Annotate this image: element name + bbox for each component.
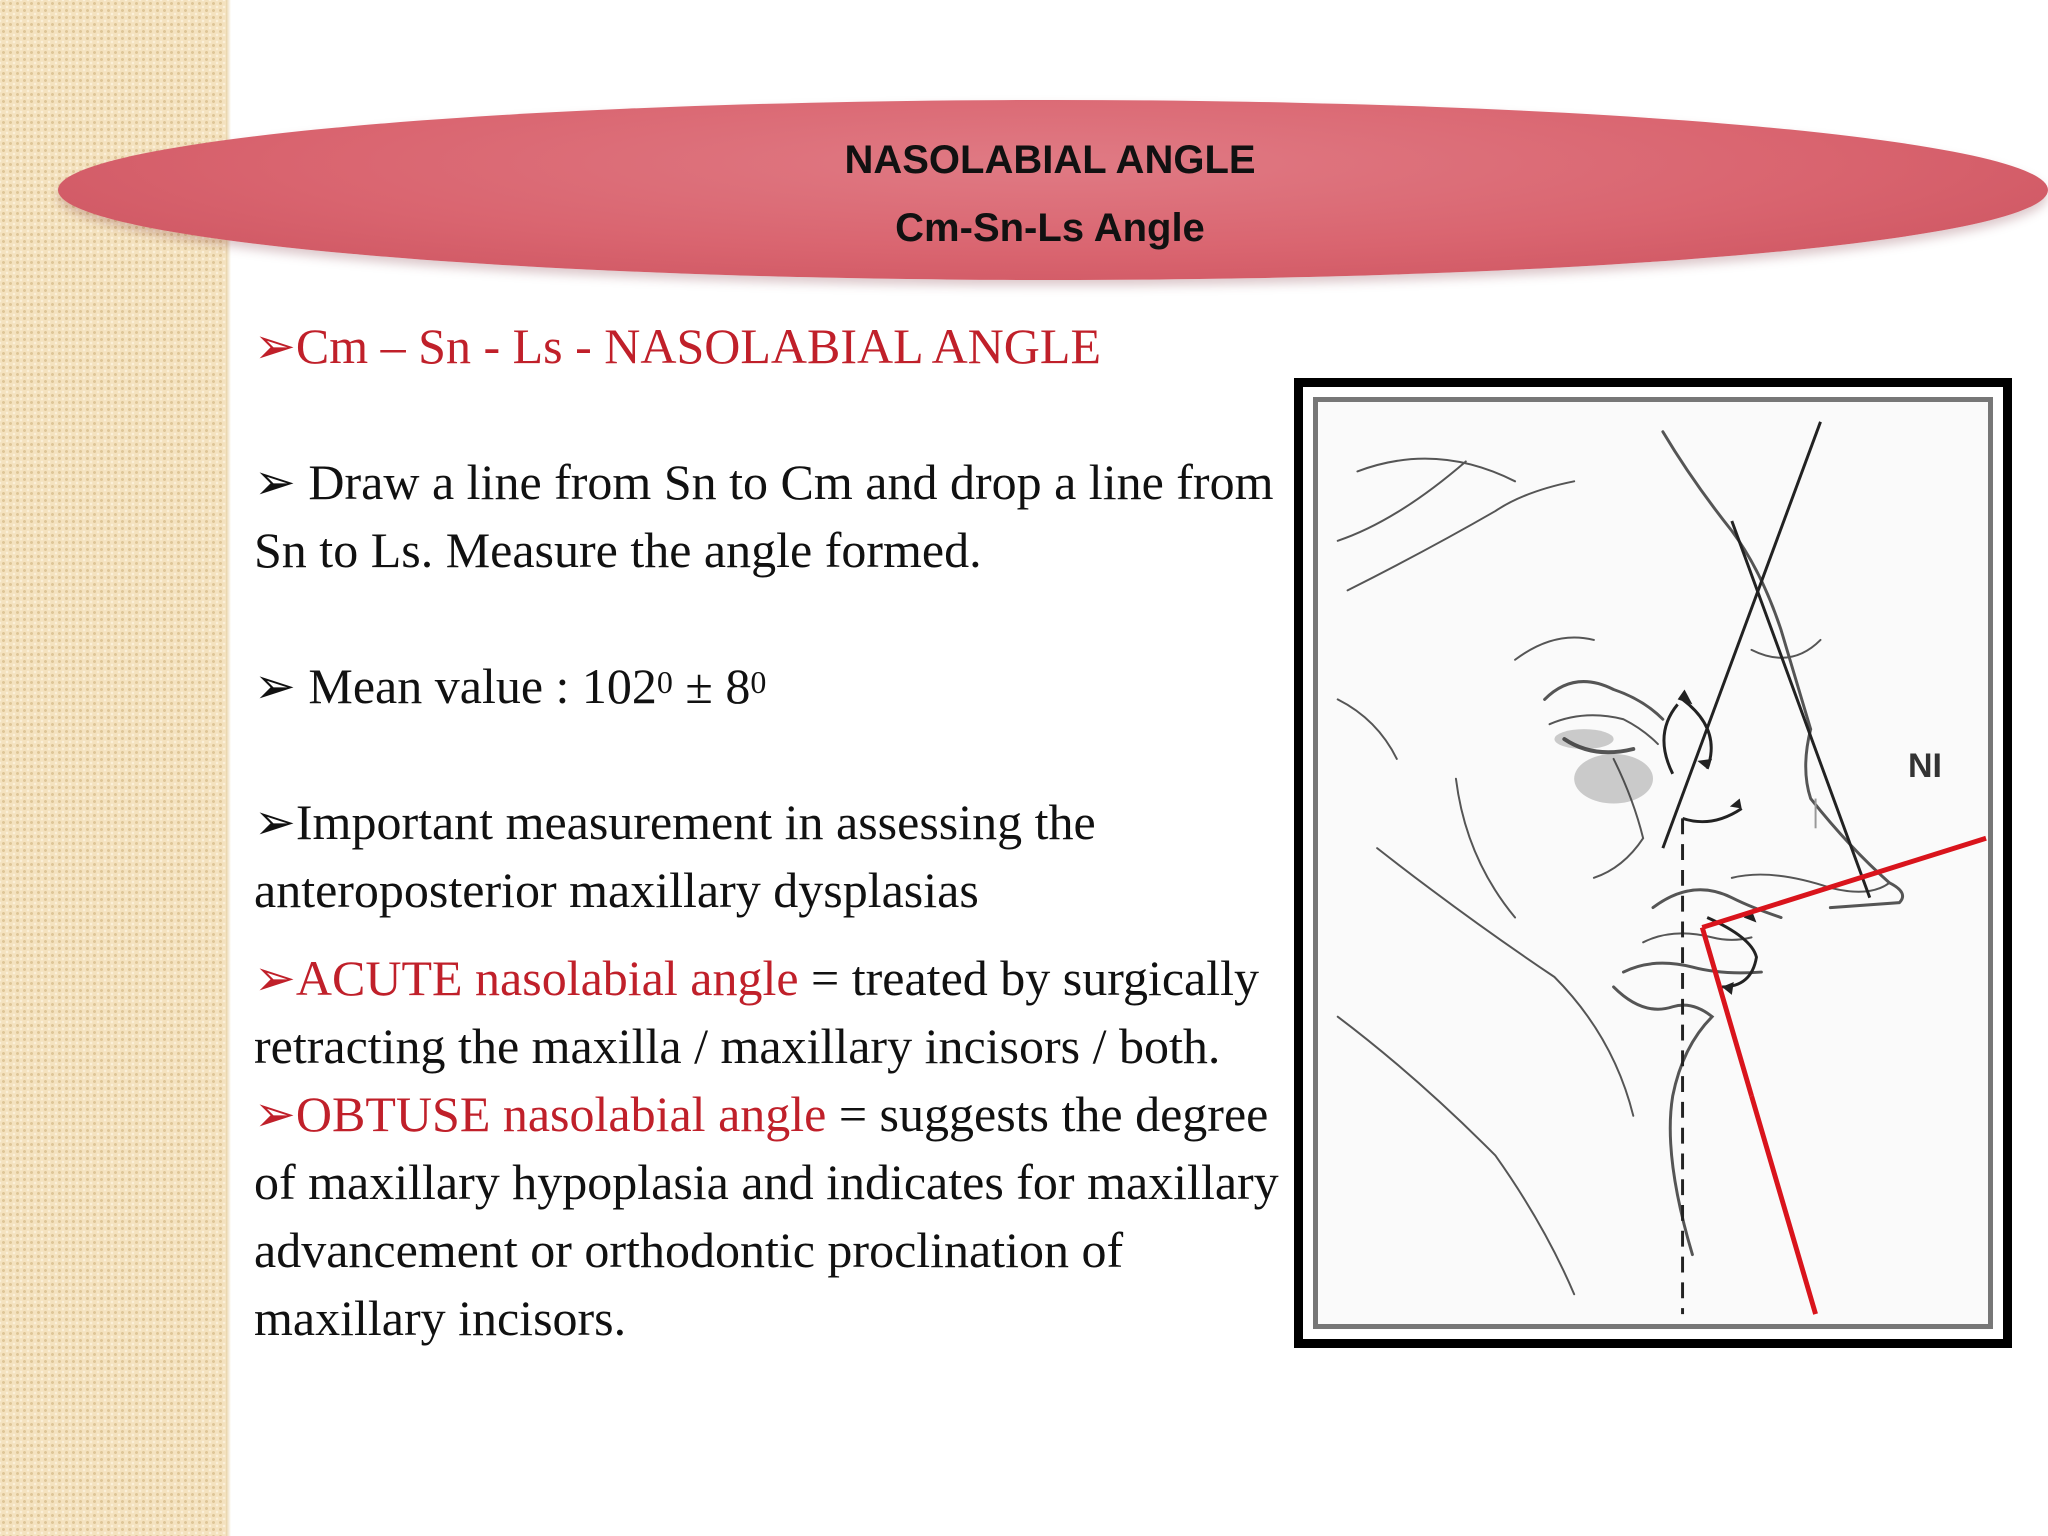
arrow-bullet-icon: ➢ (254, 950, 296, 1006)
degree-superscript: 0 (750, 664, 767, 700)
degree-superscript: 0 (656, 664, 673, 700)
facial-profile-drawing (1318, 402, 1988, 1324)
arrow-bullet-icon: ➢ (254, 794, 296, 850)
bullet-definition (254, 312, 1284, 380)
profile-figure-frame (1294, 378, 2012, 1348)
arrow-bullet-icon: ➢ (254, 658, 296, 714)
bullet-definition-text: Cm – Sn - Ls - NASOLABIAL ANGLE (295, 318, 1101, 374)
mean-value-prefix: Mean value : 102 (295, 658, 657, 714)
obtuse-angle-description: = suggests the degree of maxillary hypoplasia and indicates for maxillary advancement or orthodontic proclination of maxillary incisors. (254, 1086, 1279, 1346)
bullet-acute (254, 944, 1284, 1080)
title-banner (58, 100, 2048, 280)
profile-sketch (1313, 397, 1993, 1329)
acute-angle-description: = treated by surgically retracting the maxilla / maxillary incisors / both. (254, 950, 1260, 1074)
arrow-bullet-icon: ➢ (254, 454, 296, 510)
bullet-mean-value (254, 652, 1284, 720)
mean-value-deviation: ± 8 (672, 658, 751, 714)
slide-title: NASOLABIAL ANGLE (844, 138, 1256, 182)
arrow-bullet-icon: ➢ (254, 1086, 296, 1142)
bullet-method-text: Draw a line from Sn to Cm and drop a line from Sn to Ls. Measure the angle formed. (254, 454, 1274, 578)
bullet-method (254, 448, 1284, 584)
slide-subtitle: Cm-Sn-Ls Angle (895, 206, 1205, 250)
arrow-bullet-icon: ➢ (254, 318, 296, 374)
slide-content (254, 312, 1284, 1352)
bullet-importance (254, 788, 1284, 924)
figure-label-ni: NI (1908, 747, 1942, 785)
obtuse-angle-term: OBTUSE nasolabial angle (295, 1086, 827, 1142)
bullet-importance-text: Important measurement in assessing the anteroposterior maxillary dysplasias (254, 794, 1096, 918)
acute-angle-term: ACUTE nasolabial angle (295, 950, 799, 1006)
bullet-obtuse (254, 1080, 1284, 1352)
